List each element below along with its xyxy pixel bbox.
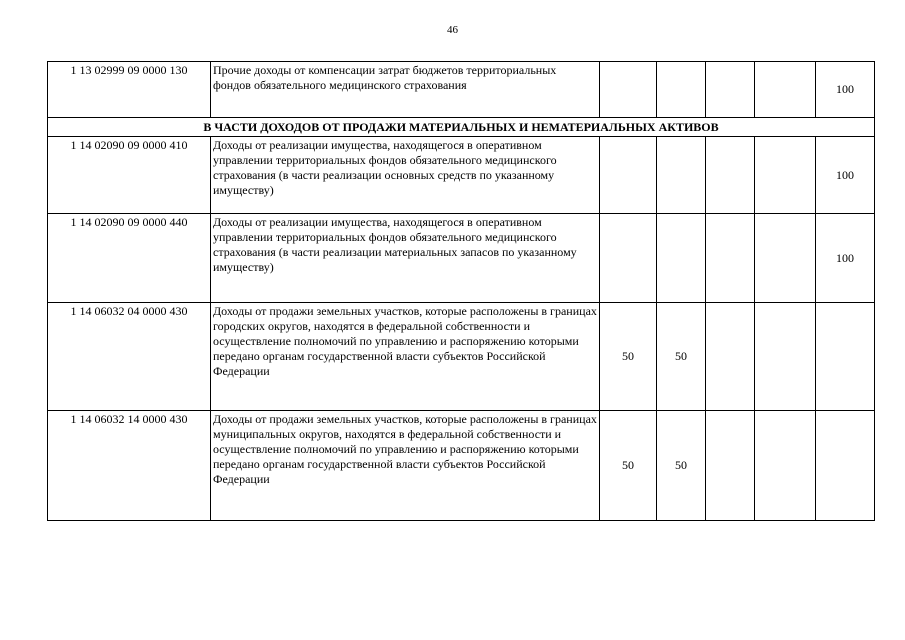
revenue-code: 1 13 02999 09 0000 130	[48, 62, 211, 118]
revenue-name: Доходы от реализации имущества, находящегося в оперативном управлении территориальных фондов обязательного медицинского страхования (в части реализации основных средств по указанному имуществу)	[211, 137, 600, 214]
value-cell	[706, 62, 755, 118]
section-title: В ЧАСТИ ДОХОДОВ ОТ ПРОДАЖИ МАТЕРИАЛЬНЫХ И НЕМАТЕРИАЛЬНЫХ АКТИВОВ	[48, 118, 875, 137]
value-cell	[600, 62, 657, 118]
table-row	[48, 411, 875, 521]
table-row	[48, 303, 875, 411]
value-cell: 50	[657, 411, 706, 521]
value-cell: 50	[600, 411, 657, 521]
table-row	[48, 137, 875, 214]
revenue-name: Доходы от реализации имущества, находящегося в оперативном управлении территориальных фондов обязательного медицинского страхования (в части реализации материальных запасов по указанному имуществу)	[211, 214, 600, 303]
revenue-name: Доходы от продажи земельных участков, которые расположены в границах городских округов, находятся в федеральной собственности и осуществление полномочий по управлению и распоряжению которыми передано органам государственной власти субъектов Российской Федерации	[211, 303, 600, 411]
revenue-name: Прочие доходы от компенсации затрат бюджетов территориальных фондов обязательного медицинского страхования	[211, 62, 600, 118]
revenue-code: 1 14 02090 09 0000 440	[48, 214, 211, 303]
revenue-code: 1 14 06032 04 0000 430	[48, 303, 211, 411]
table-row	[48, 62, 875, 118]
value-cell	[755, 62, 816, 118]
value-cell: 100	[816, 214, 875, 303]
value-cell	[706, 411, 755, 521]
value-cell	[706, 214, 755, 303]
value-cell	[657, 137, 706, 214]
value-cell: 100	[816, 137, 875, 214]
value-cell	[755, 303, 816, 411]
value-cell	[706, 303, 755, 411]
revenue-allocation-table	[47, 61, 875, 521]
value-cell	[755, 411, 816, 521]
value-cell	[600, 137, 657, 214]
page-number: 46	[447, 24, 458, 36]
value-cell: 100	[816, 62, 875, 118]
value-cell	[816, 303, 875, 411]
value-cell	[755, 214, 816, 303]
value-cell	[600, 214, 657, 303]
value-cell	[706, 137, 755, 214]
revenue-code: 1 14 02090 09 0000 410	[48, 137, 211, 214]
revenue-code: 1 14 06032 14 0000 430	[48, 411, 211, 521]
value-cell	[657, 214, 706, 303]
section-header-row	[48, 118, 875, 137]
revenue-name: Доходы от продажи земельных участков, которые расположены в границах муниципальных округов, находятся в федеральной собственности и осуществление полномочий по управлению и распоряжению которыми передано органам государственной власти субъектов Российской Федерации	[211, 411, 600, 521]
value-cell	[816, 411, 875, 521]
table-row	[48, 214, 875, 303]
value-cell	[657, 62, 706, 118]
value-cell	[755, 137, 816, 214]
value-cell: 50	[600, 303, 657, 411]
value-cell: 50	[657, 303, 706, 411]
